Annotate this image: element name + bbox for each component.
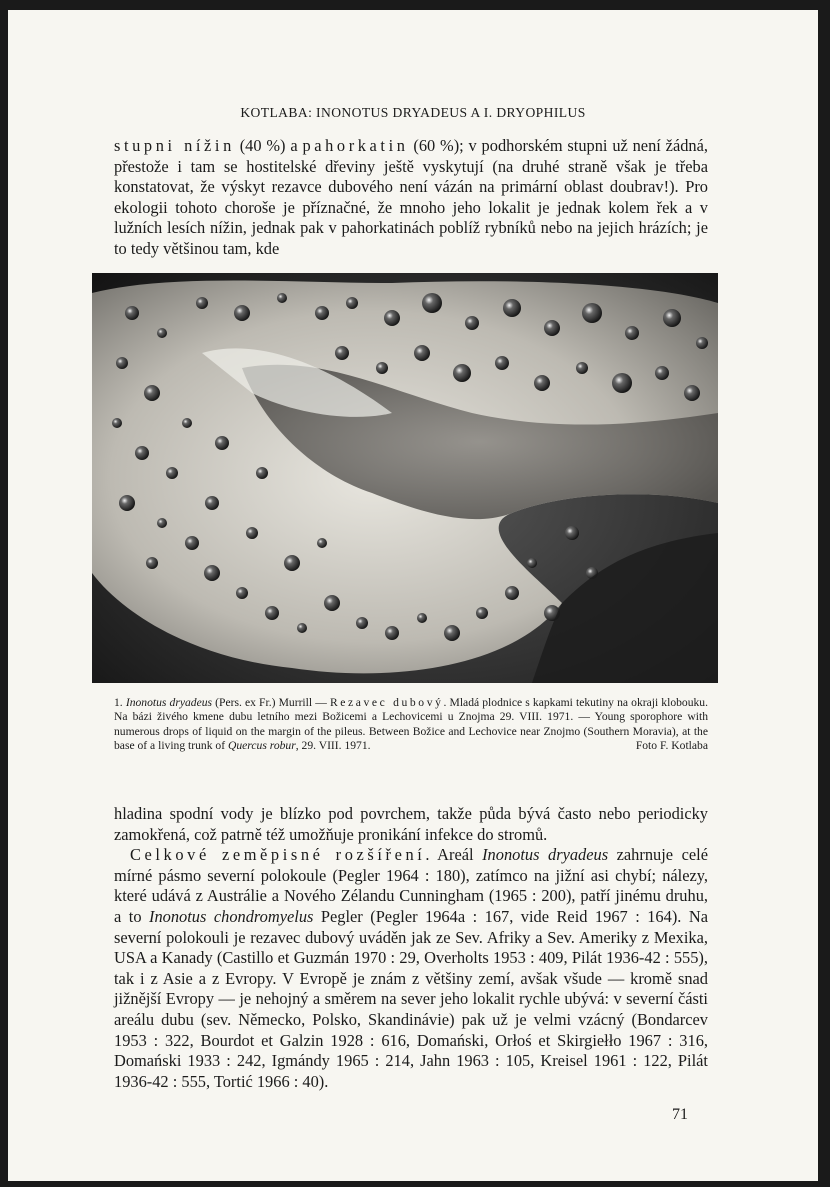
fungus-photo — [92, 273, 718, 683]
caption-species: Inonotus dryadeus — [125, 696, 213, 709]
text-segment: (60 %); v podhorském stupni už není žádná, přestože i tam se hostitelské dřeviny ještě vyskytují (na druhé straně však je třeba konstatovat, že výskyt rezavce dubového není vázán na primární oblast doubrav!). Pro ekologii tohoto choroše je příznačné, že mnoho jeho lokalit je jednak kolem řek a v lužních lesích nížin, jednak pak v pahorkatinách poblíž rybníků nebo na jejich hrázích; je to tedy většinou tam, kde — [114, 136, 708, 258]
caption-czech-name: Rezavec dubový — [329, 696, 444, 709]
journal-page — [8, 10, 818, 1181]
text-emphasis: pahorkatin — [302, 136, 409, 155]
text-emphasis: stupni nížin — [114, 136, 235, 155]
text-segment: Pegler (Pegler 1964a : 167, vide Reid 1967 : 164). Na severní polokouli je rezavec dubový uváděn jak ze Sev. Afriky a Sev. Ameriky z Mexika, USA a Kanady (Castillo et Guzmán 1970 : 29, Overholts 1953 : 409, Pilát 1936-42 : 555), tak i z Asie a z Evropy. V Evropě je znám z většiny zemí, avšak všude — kromě snad jižnější Evropy — je nehojný a směrem na sever jeho lokalit rychle ubývá: v severní části areálu dubu (sev. Německo, Polsko, Skandinávie) pak už je velmi vzácný (Bondarcev 1953 : 322, Bourdot et Galzin 1928 : 616, Domański, Orłoś et Skirgiełło 1967 : 316, Domański 1933 : 242, Igmándy 1965 : 214, Jahn 1963 : 105, Kreisel 1961 : 122, Pilát 1936-42 : 555, Tortić 1966 : 40). — [114, 906, 708, 1091]
running-header: KOTLABA: INONOTUS DRYADEUS A I. DRYOPHILUS — [240, 105, 586, 120]
text-segment: zahrnuje celé mírné pásmo severní polokoule (Pegler 1964 : 180), zatímco na jižní asi chybí; nálezy, které udává z Austrálie a Nového Zélandu Cunningham (1965 : 200), patří jinému druhu, a to — [114, 845, 708, 926]
caption-date: , 29. VIII. 1971. — [295, 738, 371, 752]
fungus-photo-icon — [92, 273, 718, 683]
caption-text: . Mladá plodnice s kapkami tekutiny na okraji klobouku. Na bázi živého kmene dubu letního mezi Božicemi a Lechovicemi u Znojma 29. VIII. 1971. — Young sporophore with numerous drops of liquid on the margin of the pileus. Between Božice and Lechovice near Znojmo (Southern Moravia), at the base of a living trunk of — [114, 696, 709, 752]
caption-number: 1. — [114, 696, 126, 709]
section-heading: Celkové zeměpisné rozšíření — [130, 845, 426, 865]
species-name: Inonotus dryadeus — [482, 845, 609, 865]
species-name: Inonotus chondromyelus — [149, 906, 314, 926]
paragraph-distribution — [114, 845, 708, 1092]
paragraph-groundwater: hladina spodní vody je blízko pod povrchem, takže půda bývá často nebo periodicky zamokřená, což patrně též umožňuje pronikání infekce do stromů. — [114, 804, 708, 844]
caption-host: Quercus robur — [227, 738, 296, 752]
page-number: 71 — [672, 1106, 688, 1123]
text-segment: (40 %) a — [234, 136, 303, 155]
body-text — [114, 804, 708, 1092]
caption-authority: (Pers. ex Fr.) Murrill — — [212, 696, 330, 709]
figure-caption — [114, 696, 708, 753]
text-segment: . Areál — [425, 845, 483, 865]
photo-credit: Foto F. Kotlaba — [635, 738, 708, 752]
paragraph-ecology — [114, 136, 708, 260]
